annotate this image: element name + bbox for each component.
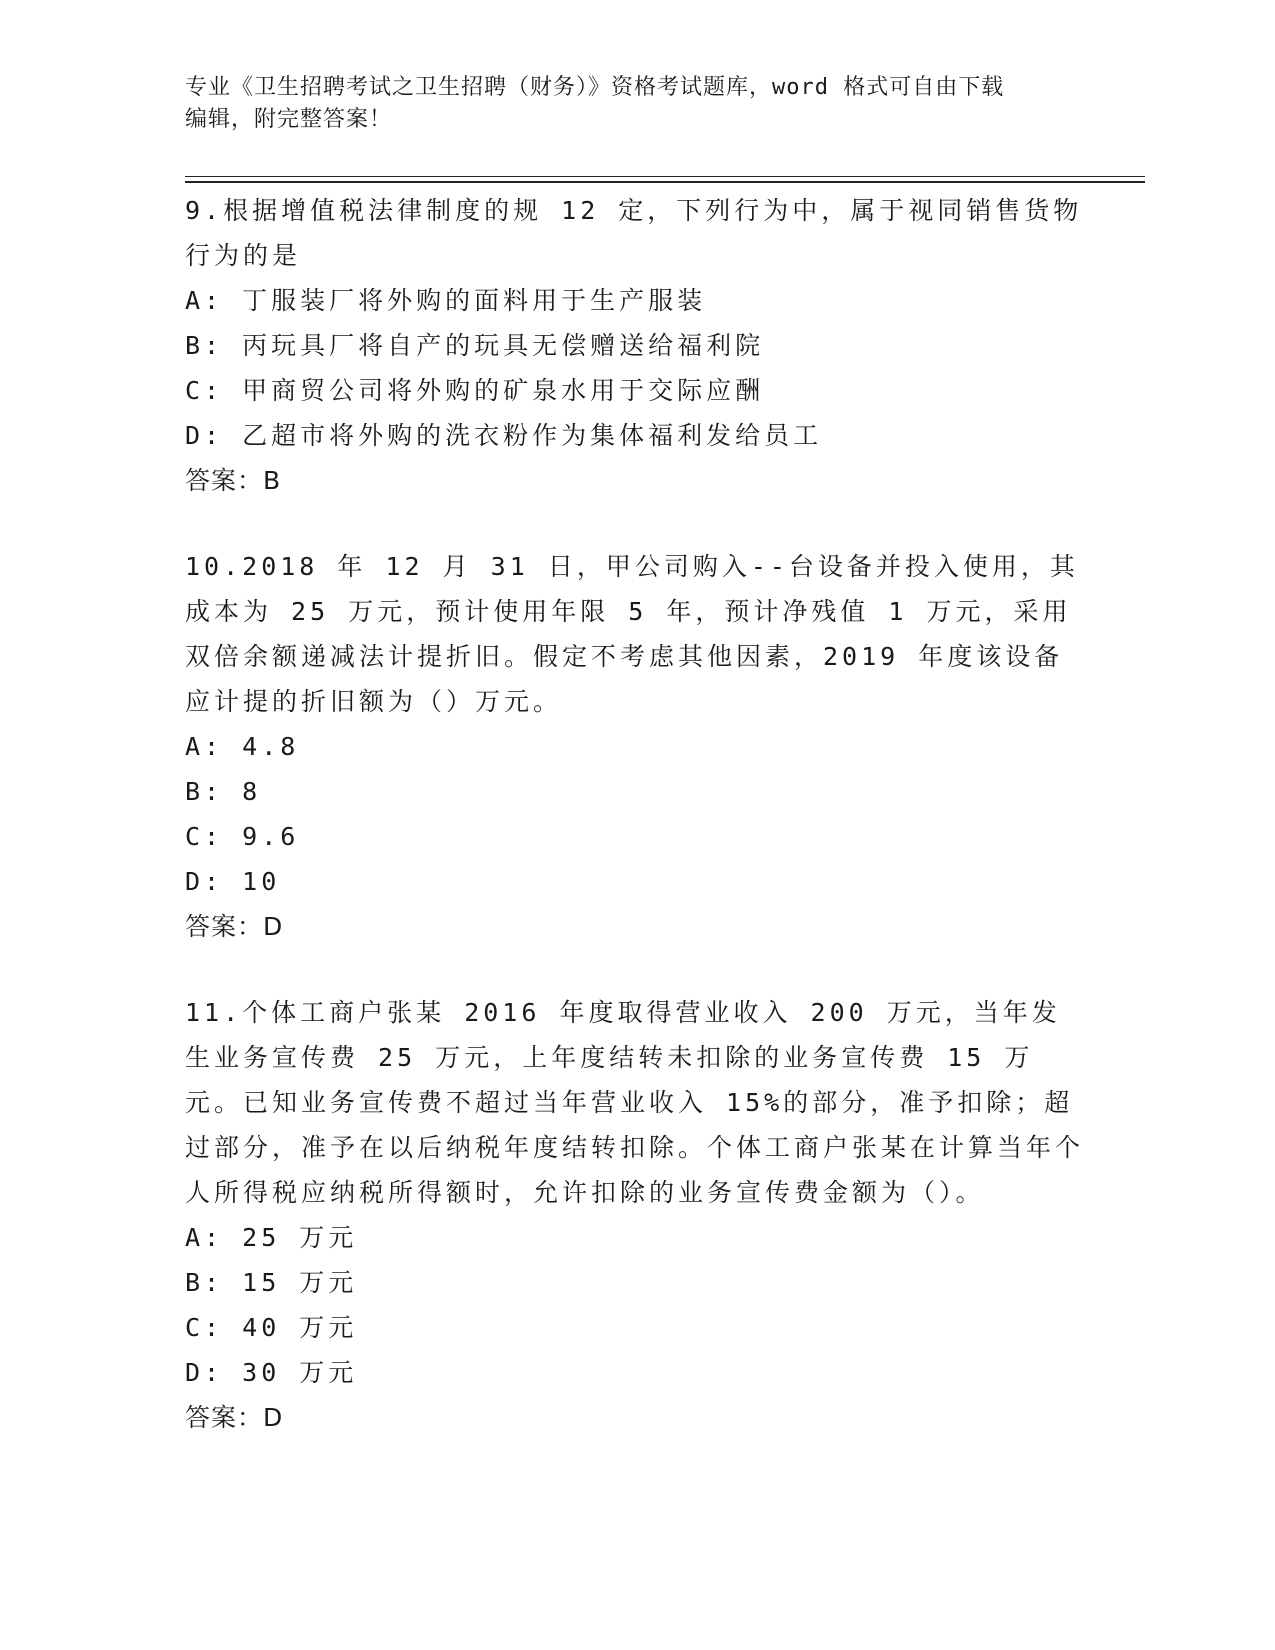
option-list [185,1215,1085,1395]
document-header [185,72,1065,136]
header-line-1: 专业《卫生招聘考试之卫生招聘（财务）》资格考试题库，word 格式可自由下载 [185,75,1005,100]
header-divider-thick [185,181,1145,183]
option-d: D: 10 [185,867,281,896]
question-11 [185,990,1085,1440]
option-c: C: 甲商贸公司将外购的矿泉水用于交际应酬 [185,376,765,405]
option-a: A: 25 万元 [185,1223,358,1252]
option-b: B: 8 [185,777,262,806]
header-divider-thin [185,176,1145,177]
answer-line: 答案：B [185,466,282,495]
question-list [185,188,1085,1481]
question-10 [185,544,1085,949]
answer-line: 答案：D [185,912,284,941]
answer-line: 答案：D [185,1403,284,1432]
option-list [185,278,1085,458]
question-9 [185,188,1085,503]
question-stem: 10.2018 年 12 月 31 日，甲公司购入--台设备并投入使用，其成本为 25 万元，预计使用年限 5 年，预计净残值 1 万元，采用双倍余额递减法计提折旧。假定不考虑其他因素，2019 年度该设备应计提的折旧额为（）万元。 [185,552,1079,716]
option-c: C: 9.6 [185,822,300,851]
option-b: B: 丙玩具厂将自产的玩具无偿赠送给福利院 [185,331,765,360]
question-stem: 11.个体工商户张某 2016 年度取得营业收入 200 万元，当年发生业务宣传费 25 万元，上年度结转未扣除的业务宣传费 15 万元。已知业务宣传费不超过当年营业收入 15%的部分，准予扣除；超过部分，准予在以后纳税年度结转扣除。个体工商户张某在计算当年个人所得税应纳税所得额时，允许扣除的业务宣传费金额为（）。 [185,998,1085,1207]
option-d: D: 30 万元 [185,1358,358,1387]
option-d: D: 乙超市将外购的洗衣粉作为集体福利发给员工 [185,421,823,450]
option-c: C: 40 万元 [185,1313,358,1342]
question-stem: 9.根据增值税法律制度的规 12 定，下列行为中，属于视同销售货物行为的是 [185,196,1083,270]
header-line-2: 编辑，附完整答案！ [185,107,393,132]
option-list [185,724,1085,904]
option-a: A: 4.8 [185,732,300,761]
option-a: A: 丁服装厂将外购的面料用于生产服装 [185,286,707,315]
option-b: B: 15 万元 [185,1268,358,1297]
